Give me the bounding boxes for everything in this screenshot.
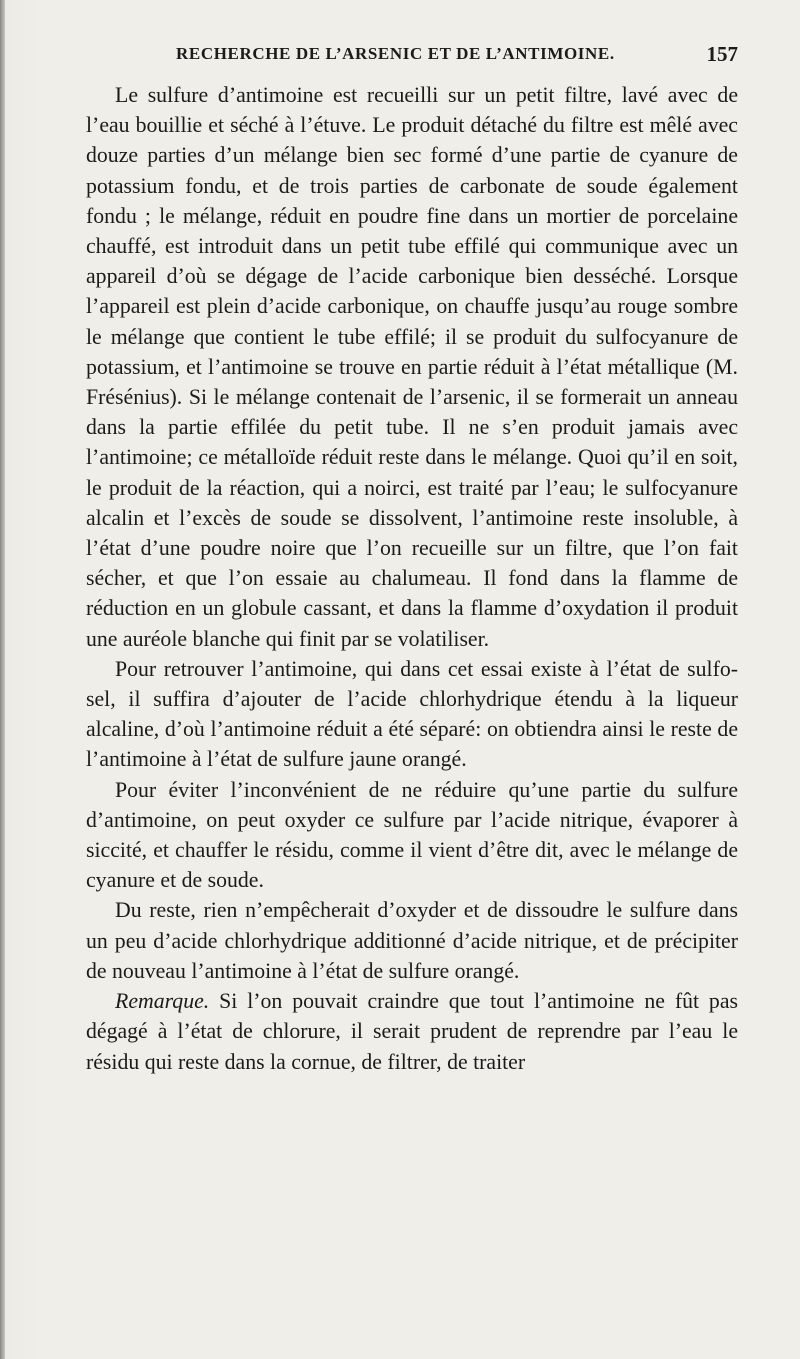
- page-binding-edge: [0, 0, 5, 1359]
- running-title: RECHERCHE DE L’ARSENIC ET DE L’ANTIMOINE.: [176, 44, 615, 63]
- paragraph: Le sulfure d’antimoine est recueilli sur un petit filtre, lavé avec de l’eau bouillie et séché à l’étuve. Le produit détaché du filtre est mêlé avec douze parties d’un mélange bien sec formé d’une partie de cyanure de potassium fondu, et de trois parties de carbonate de soude également fondu ; le mélange, réduit en poudre fine dans un mortier de porcelaine chauffé, est introduit dans un petit tube effilé qui communique avec un appareil d’où se dégage de l’acide carbonique bien desséché. Lorsque l’appareil est plein d’acide carbonique, on chauffe jusqu’au rouge sombre le mélange que contient le tube effilé; il se produit du sulfocyanure de potassium, et l’antimoine se trouve en partie réduit à l’état métallique (M. Frésénius). Si le mélange contenait de l’arsenic, il se formerait un anneau dans la partie effilée du petit tube. Il ne s’en produit jamais avec l’antimoine; ce métalloïde réduit reste dans le mélange. Quoi qu’il en soit, le produit de la réaction, qui a noirci, est traité par l’eau; le sulfocyanure alcalin et l’excès de soude se dissolvent, l’antimoine reste insoluble, à l’état d’une poudre noire que l’on recueille sur un filtre, que l’on fait sécher, et que l’on essaie au chalumeau. Il fond dans la flamme de réduction en un globule cassant, et dans la flamme d’oxydation il produit une auréole blanche qui finit par se volatiliser.: [86, 83, 738, 651]
- paragraph: Pour éviter l’inconvénient de ne réduire qu’une partie du sulfure d’antimoine, on peut oxyder ce sulfure par l’acide nitrique, évaporer à siccité, et chauffer le résidu, comme il vient d’être dit, avec le mélange de cyanure et de soude.: [86, 777, 738, 893]
- paragraph: [86, 986, 738, 1077]
- paragraph: Pour retrouver l’antimoine, qui dans cet essai existe à l’état de sulfo-sel, il suffira d’ajouter de l’acide chlorhydrique étendu à la liqueur alcaline, d’où l’antimoine réduit a été séparé: on obtiendra ainsi le reste de l’antimoine à l’état de sulfure jaune orangé.: [86, 656, 738, 772]
- page-header: [88, 44, 738, 68]
- paragraph: Du reste, rien n’empêcherait d’oxyder et de dissoudre le sulfure dans un peu d’acide chlorhydrique additionné d’acide nitrique, et de précipiter de nouveau l’antimoine à l’état de sulfure orangé.: [86, 898, 738, 983]
- page-number: 157: [706, 42, 738, 66]
- body-text: [86, 80, 738, 1077]
- remark-lead: Remarque.: [115, 989, 210, 1014]
- remark-text: Si l’on pouvait craindre que tout l’antimoine ne fût pas dégagé à l’état de chlorure, il serait prudent de reprendre par l’eau le résidu qui reste dans la cornue, de filtrer, de traiter: [86, 989, 738, 1074]
